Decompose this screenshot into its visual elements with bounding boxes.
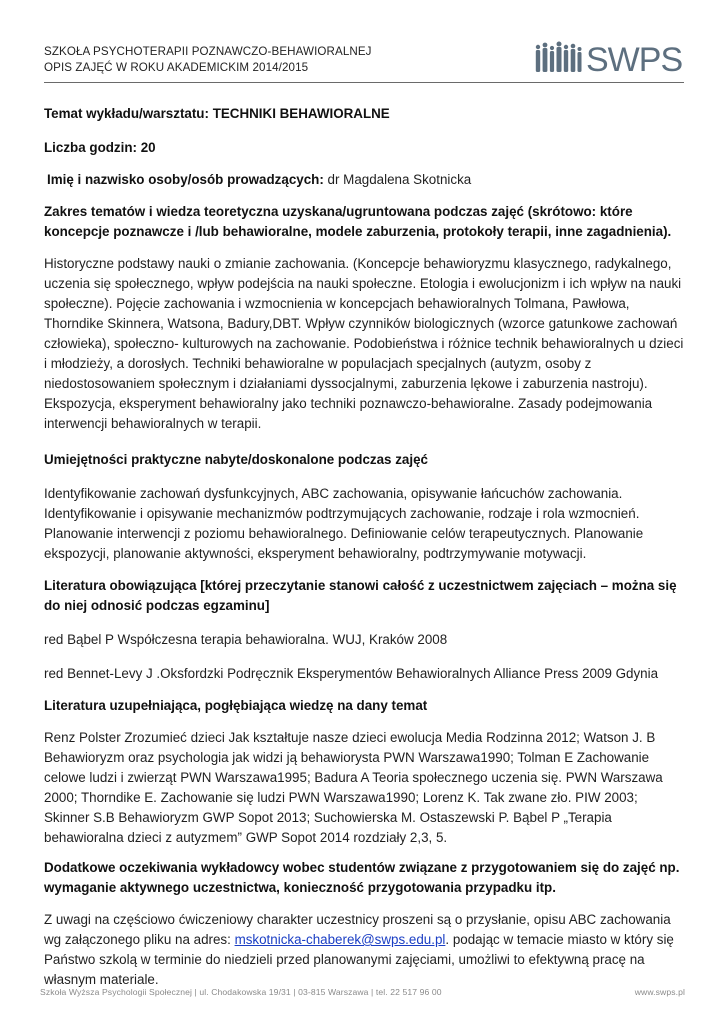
expectations-text: Z uwagi na częściowo ćwiczeniowy charakter uczestnicy proszeni są o przysłanie, opisu ABC zachowania wg załączonego pliku na adres: — [44, 912, 671, 947]
school-name: SZKOŁA PSYCHOTERAPII POZNAWCZO-BEHAWIORALNEJ — [44, 45, 372, 58]
page-header — [44, 38, 684, 86]
hours-count — [44, 138, 156, 158]
required-literature-heading: Literatura obowiązująca [której przeczytanie stanowi całość z uczestnictwem zajęciach – można się do niej odnosić podczas egzaminu] — [44, 578, 677, 613]
header-divider — [44, 82, 684, 83]
scope-body: Historyczne podstawy nauki o zmianie zachowania. (Koncepcje behawioryzmu klasycznego, radykalnego, uczenia się społecznego, wpływ podejścia na nauki społeczne. Etologia i ewolucjonizm i ich wpływ na nauki społeczne). Pojęcie zachowania i wzmocnienia w koncepcjach behawioralnych Tolmana, Pawłowa, Thorndike Skinnera, Watsona, Badury,DBT. Wpływ czynników biologicznych (wzorce gatunkowe zachowań człowieka), społeczno- kulturowych na zachowanie. Podobieństwa i różnice technik behawioralnych u dzieci i młodzieży, a dorosłych. Techniki behawioralne w populacjach specjalnych (autyzm, osoby z niedostosowaniem społecznym i działaniami dyssocjalnymi, zaburzenia lękowe i zaburzenia nastroju). Ekspozycja, eksperyment behawioralny jako techniki poznawczo-behawioralne. Zasady podejmowania interwencji behawioralnych w terapii. — [44, 256, 684, 431]
footer-website[interactable]: www.swps.pl — [634, 987, 685, 997]
lecture-topic-value: TECHNIKI BEHAWIORALNE — [212, 106, 390, 121]
page-footer — [40, 987, 685, 1001]
scope-heading: Zakres tematów i wiedza teoretyczna uzyskana/ugruntowana podczas zajęć (skrótowo: które koncepcje poznawcze i /lub behawioralne, modele zaburzenia, protokoły terapii, inne zagadnienia). — [44, 204, 672, 239]
swps-logo-graphic — [534, 38, 684, 78]
skills-body: Identyfikowanie zachowań dysfunkcyjnych, ABC zachowania, opisywanie łańcuchów zachowania. Identyfikowanie i opisywanie mechanizmów podtrzymujących zachowanie, rodzaje i rola wzmocnień. Planowanie interwencji z poziomu behawioralnego. Definiowanie celów terapeutycznych. Planowanie ekspozycji, planowanie aktywności, eksperyment behawioralny, podtrzymywanie motywacji. — [44, 486, 644, 561]
people-silhouettes-icon — [536, 42, 582, 73]
email-link[interactable]: mskotnicka-chaberek@swps.edu.pl — [234, 932, 446, 947]
lecturer — [47, 170, 471, 190]
lecturer-label: Imię i nazwisko osoby/osób prowadzących: — [47, 172, 324, 187]
supplementary-literature-body: Renz Polster Zrozumieć dzieci Jak kształtuje nasze dzieci ewolucja Media Rodzinna 2012; Watson J. B Behawioryzm oraz psychologia jak widzi ją behawiorysta PWN Warszawa1990; Tolman E Zachowanie celowe ludzi i zwierząt PWN Warszawa1995; Badura A Teoria społecznego uczenia się. PWN Warszawa 2000; Thorndike E. Zachowanie się ludzi PWN Warszawa1990; Lorenz K. Tak zwane zło. PIW 2003; Skinner S.B Behawioryzm GWP Sopot 2013; Suchowierska M. Ostaszewski P. Bąbel P „Terapia behawioralna dzieci z autyzmem” GWP Sopot 2014 rozdziały 2,3, 5. — [44, 730, 663, 845]
swps-logo — [534, 38, 684, 78]
lecture-topic — [44, 104, 390, 124]
required-literature-item: red Bennet-Levy J .Oksfordzki Podręcznik Eksperymentów Behawioralnych Alliance Press 2009 Gdynia — [44, 666, 659, 681]
expectations-body — [44, 910, 684, 990]
hours-label: Liczba godzin: — [44, 140, 137, 155]
footer-address: Szkoła Wyższa Psychologii Społecznej | ul. Chodakowska 19/31 | 03-815 Warszawa | tel. 22 517 96 00 — [40, 987, 442, 997]
required-literature-item: red Bąbel P Współczesna terapia behawioralna. WUJ, Kraków 2008 — [44, 632, 448, 647]
supplementary-literature-heading: Literatura uzupełniająca, pogłębiająca wiedzę na dany temat — [44, 698, 428, 713]
lecture-topic-label: Temat wykładu/warsztatu: — [44, 106, 209, 121]
logo-wordmark: SWPS — [586, 41, 683, 78]
expectations-text: . podając w temacie miasto w który się Państwo szkolą w terminie do niedzieli przed planowanymi zajęciami, umożliwi to efektywną pracę na własnym materiale. — [44, 932, 674, 987]
course-year: OPIS ZAJĘĆ W ROKU AKADEMICKIM 2014/2015 — [44, 61, 309, 74]
header-text — [44, 44, 372, 76]
expectations-heading: Dodatkowe oczekiwania wykładowcy wobec studentów związane z przygotowaniem się do zajęć np. wymaganie aktywnego uczestnictwa, konieczność przygotowania przypadku itp. — [44, 860, 680, 895]
hours-value: 20 — [140, 140, 156, 155]
lecturer-name: dr Magdalena Skotnicka — [327, 172, 472, 187]
skills-heading: Umiejętności praktyczne nabyte/doskonalone podczas zajęć — [44, 452, 428, 467]
